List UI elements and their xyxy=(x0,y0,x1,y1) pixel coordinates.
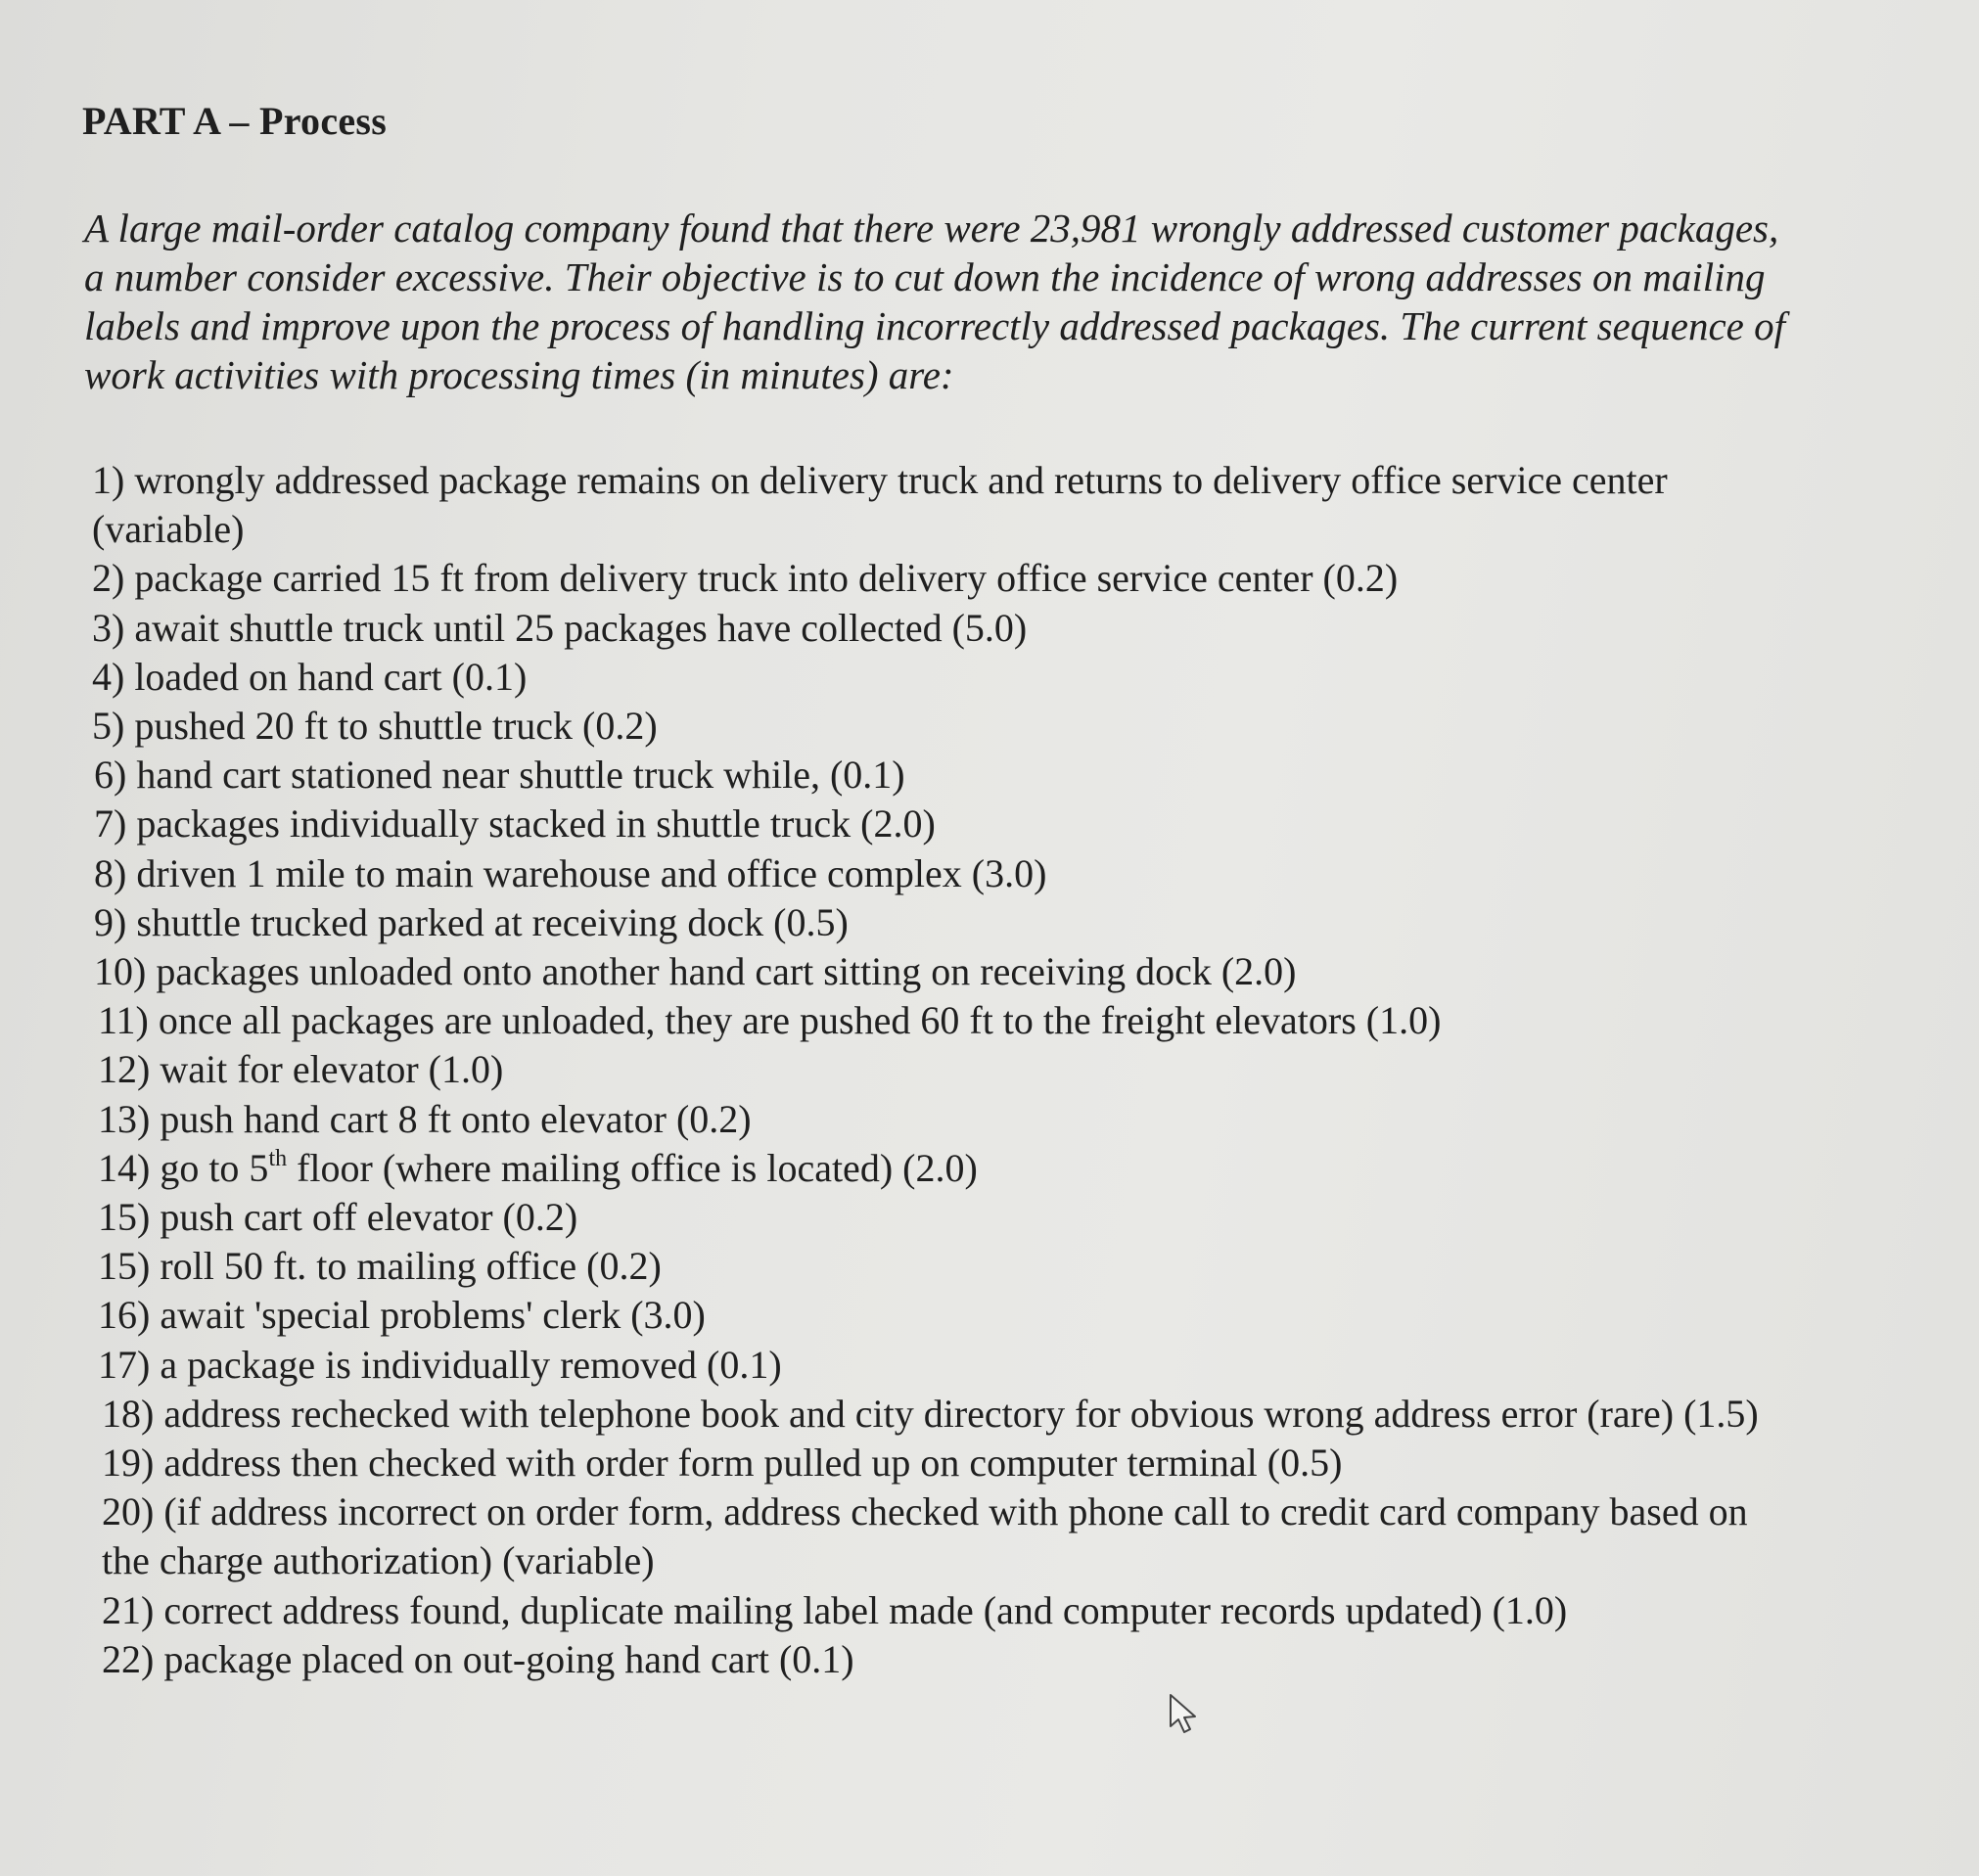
step-1: 1) wrongly addressed package remains on delivery truck and returns to delivery office service center xyxy=(92,458,1668,502)
step-3: 3) await shuttle truck until 25 packages have collected (5.0) xyxy=(92,605,1028,650)
step-22: 22) package placed on out-going hand cart (0.1) xyxy=(102,1636,854,1681)
intro-paragraph xyxy=(84,204,1944,399)
intro-line: a number consider excessive. Their objective is to cut down the incidence of wrong addresses on mailing xyxy=(84,254,1766,299)
intro-line: A large mail-order catalog company found that there were 23,981 wrongly addressed customer packages, xyxy=(84,206,1779,251)
mouse-pointer-icon xyxy=(1167,1693,1200,1736)
step-16: 16) await 'special problems' clerk (3.0) xyxy=(98,1293,706,1338)
step-1-continued: (variable) xyxy=(92,507,245,552)
step-12: 12) wait for elevator (1.0) xyxy=(98,1047,504,1092)
intro-line: labels and improve upon the process of handling incorrectly addressed packages. The current sequence of xyxy=(84,303,1785,348)
step-10: 10) packages unloaded onto another hand cart sitting on receiving dock (2.0) xyxy=(94,949,1297,994)
process-steps-list xyxy=(92,456,1952,1684)
step-21: 21) correct address found, duplicate mailing label made (and computer records updated) (1.0) xyxy=(102,1587,1568,1632)
step-9: 9) shuttle trucked parked at receiving dock (0.5) xyxy=(94,899,849,944)
step-2: 2) package carried 15 ft from delivery truck into delivery office service center (0.2) xyxy=(92,556,1399,601)
step-5: 5) pushed 20 ft to shuttle truck (0.2) xyxy=(92,704,658,749)
ordinal-suffix: th xyxy=(268,1145,288,1171)
step-14-suffix: floor (where mailing office is located) (2.0) xyxy=(287,1145,978,1190)
step-15b: 15) roll 50 ft. to mailing office (0.2) xyxy=(98,1244,662,1289)
step-6: 6) hand cart stationed near shuttle truck while, (0.1) xyxy=(94,753,905,798)
step-15a: 15) push cart off elevator (0.2) xyxy=(98,1195,578,1240)
step-4: 4) loaded on hand cart (0.1) xyxy=(92,654,528,699)
intro-line: work activities with processing times (in minutes) are: xyxy=(84,352,954,397)
step-20-continued: the charge authorization) (variable) xyxy=(102,1538,655,1583)
step-7: 7) packages individually stacked in shuttle truck (2.0) xyxy=(94,801,936,846)
step-8: 8) driven 1 mile to main warehouse and office complex (3.0) xyxy=(94,850,1047,895)
step-11: 11) once all packages are unloaded, they are pushed 60 ft to the freight elevators (1.0) xyxy=(98,998,1442,1043)
part-heading: PART A – Process xyxy=(82,99,388,143)
step-19: 19) address then checked with order form pulled up on computer terminal (0.5) xyxy=(102,1441,1343,1486)
step-14 xyxy=(92,1144,1952,1193)
step-18: 18) address rechecked with telephone book and city directory for obvious wrong address error (rare) (1.5) xyxy=(102,1391,1759,1436)
step-17: 17) a package is individually removed (0.1) xyxy=(98,1342,782,1387)
step-13: 13) push hand cart 8 ft onto elevator (0.2) xyxy=(98,1096,752,1141)
step-20: 20) (if address incorrect on order form, address checked with phone call to credit card company based on xyxy=(102,1489,1748,1534)
step-14-prefix: 14) go to 5 xyxy=(98,1145,269,1190)
